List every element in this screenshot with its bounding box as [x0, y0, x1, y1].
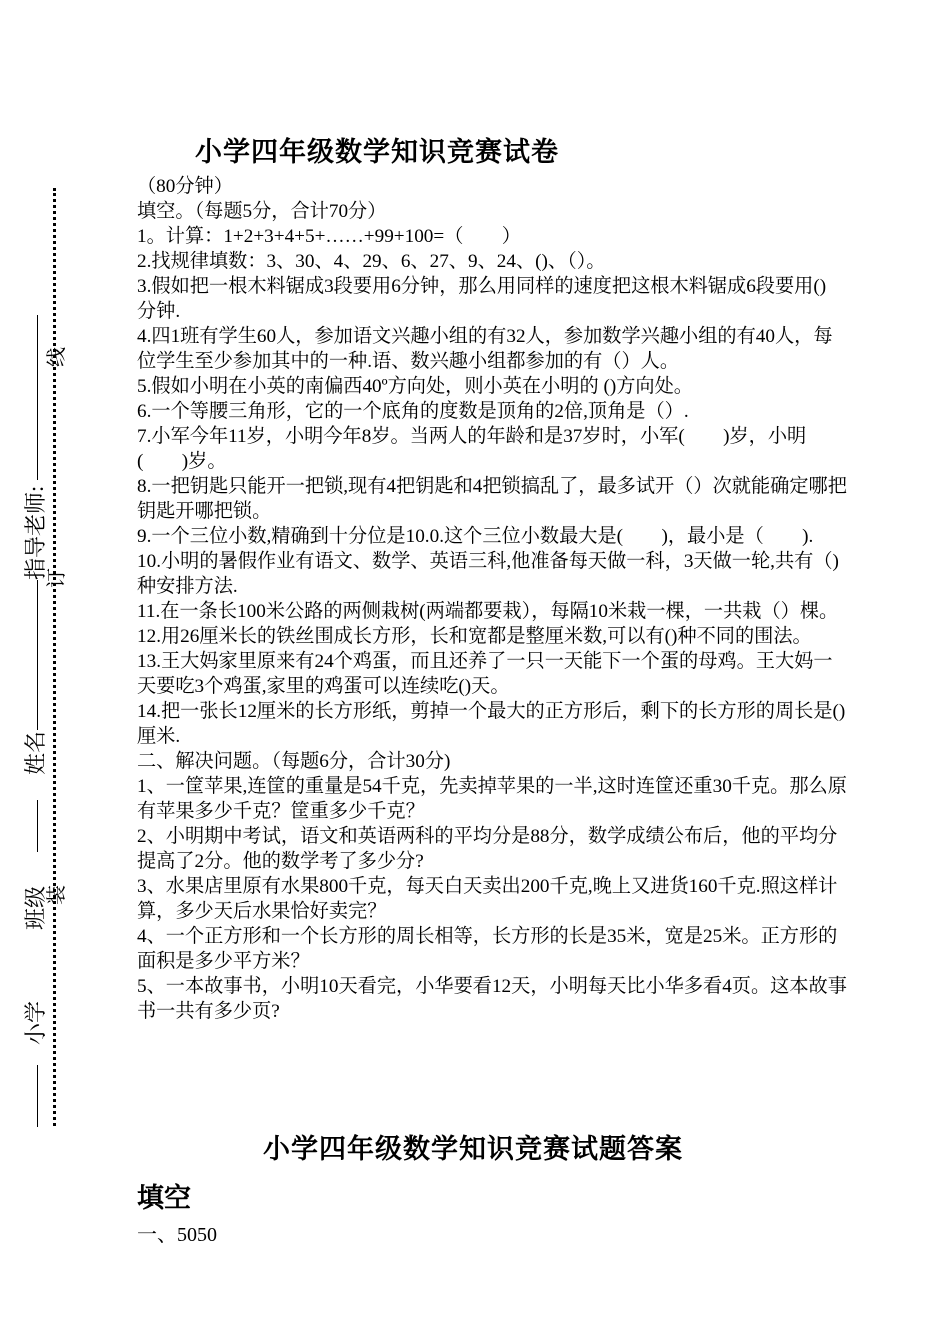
- fill-question-9: 9.一个三位小数,精确到十分位是10.0.这个三位小数最大是( )，最小是（ ).: [137, 526, 814, 547]
- section-fill-heading: 填空。（每题5分，合计70分）: [137, 201, 387, 222]
- fill-question-12: 12.用26厘米长的铁丝围成长方形，长和宽都是整厘米数,可以有()种不同的围法。: [137, 626, 812, 647]
- binding-mark-zhuang: 装: [46, 885, 68, 905]
- class-label: 班级: [23, 885, 48, 930]
- fill-question-5: 5.假如小明在小英的南偏西40º方向处，则小英在小明的 ()方向处。: [137, 376, 693, 397]
- problem-4: 4、一个正方形和一个长方形的周长相等，长方形的长是35米，宽是25米。正方形的面积是多少平方米？: [137, 926, 838, 972]
- name-underline: [37, 580, 38, 730]
- name-label: 姓名: [23, 730, 48, 775]
- fill-question-10: 10.小明的暑假作业有语文、数学、英语三科,他准备每天做一科，3天做一轮,共有（)种安排方法.: [137, 551, 839, 597]
- fill-question-13: 13.王大妈家里原来有24个鸡蛋，而且还养了一只一天能下一个蛋的母鸡。王大妈一天要吃3个鸡蛋,家里的鸡蛋可以连续吃()天。: [137, 651, 833, 697]
- problem-1: 1、一筐苹果,连筐的重量是54千克，先卖掉苹果的一半,这时连筐还重30千克。那么原有苹果多少千克？筐重多少千克？: [137, 776, 847, 822]
- problem-2: 2、小明期中考试，语文和英语两科的平均分是88分，数学成绩公布后，他的平均分提高了2分。他的数学考了多少分?: [137, 826, 838, 872]
- section-problems-heading: 二、解决问题。（每题6分，合计30分): [137, 751, 451, 772]
- fill-question-1: 1。计算：1+2+3+4+5+……+99+100=（ ）: [137, 226, 521, 247]
- problem-3: 3、水果店里原有水果800千克，每天白天卖出200千克,晚上又进货160千克.照这样计算，多少天后水果恰好卖完？: [137, 876, 838, 922]
- fill-question-14: 14.把一张长12厘米的长方形纸，剪掉一个最大的正方形后，剩下的长方形的周长是()厘米.: [137, 701, 846, 747]
- school-label: 小学: [23, 1000, 48, 1045]
- fill-question-8: 8.一把钥匙只能开一把锁,现有4把钥匙和4把锁搞乱了，最多试开（）次就能确定哪把钥匙开哪把锁。: [137, 476, 847, 522]
- binding-margin: [0, 0, 120, 1344]
- answer-1: 一、5050: [137, 1224, 217, 1246]
- exam-title: 小学四年级数学知识竞赛试卷: [195, 137, 559, 167]
- teacher-underline: [37, 315, 38, 480]
- exam-body: [137, 174, 849, 1024]
- fill-question-11: 11.在一条长100米公路的两侧栽树(两端都要栽），每隔10米栽一棵，一共栽（）棵。: [137, 601, 839, 622]
- school-underline: [37, 1065, 38, 1127]
- fill-question-7: 7.小军今年11岁，小明今年8岁。当两人的年龄和是37岁时，小军( )岁，小明( )岁。: [137, 426, 807, 472]
- teacher-label: 指导老师:: [23, 485, 48, 580]
- problem-5: 5、一本故事书，小明10天看完，小华要看12天，小明每天比小华多看4页。这本故事书一共有多少页?: [137, 976, 847, 1022]
- fill-question-4: 4.四1班有学生60人，参加语文兴趣小组的有32人，参加数学兴趣小组的有40人，每位学生至少参加其中的一种.语、数兴趣小组都参加的有（）人。: [137, 326, 833, 372]
- fill-question-2: 2.找规律填数：3、30、4、29、6、27、9、24、()、（）。: [137, 251, 606, 272]
- exam-duration: （80分钟）: [137, 176, 233, 197]
- fill-question-6: 6.一个等腰三角形，它的一个底角的度数是顶角的2倍,顶角是（）.: [137, 401, 689, 422]
- answers-title: 小学四年级数学知识竞赛试题答案: [263, 1134, 683, 1164]
- binding-dotted-line: [53, 188, 56, 1126]
- binding-mark-xian: 线: [46, 347, 68, 367]
- fill-question-3: 3.假如把一根木料锯成3段要用6分钟，那么用同样的速度把这根木料锯成6段要用() 分钟.: [137, 276, 827, 322]
- answers-heading: 填空: [137, 1183, 191, 1213]
- binding-mark-ding: 订: [46, 568, 68, 588]
- class-underline: [37, 800, 38, 852]
